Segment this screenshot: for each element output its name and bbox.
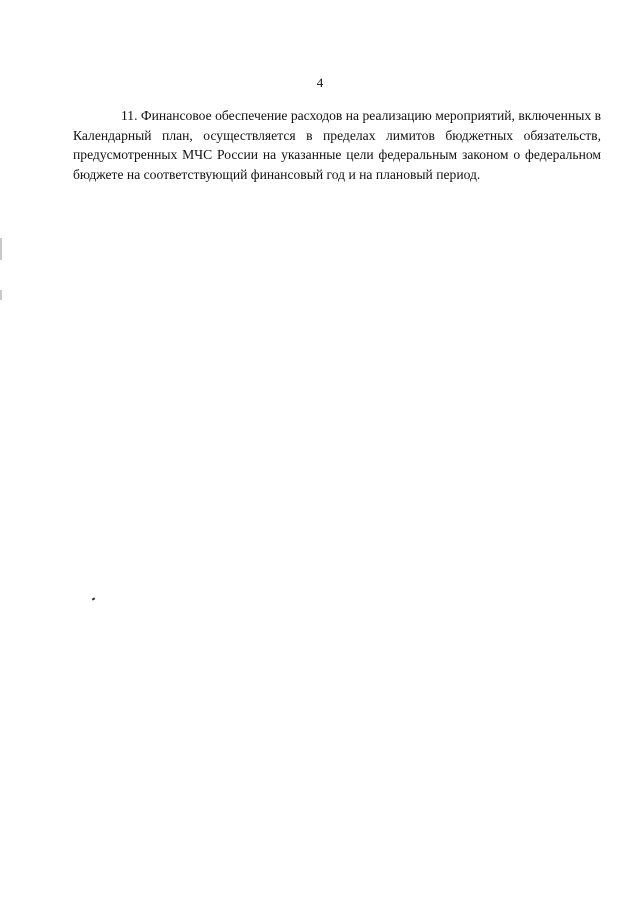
scan-speck bbox=[92, 597, 96, 600]
scan-edge-mark bbox=[0, 290, 2, 300]
page-number: 4 bbox=[316, 75, 324, 90]
scan-edge-mark bbox=[0, 238, 2, 260]
paragraph-11: 11. Финансовое обеспечение расходов на реализацию мероприятий, включенных в Календарный план, осуществляется в пределах лимитов бюджетных обязательств, предусмотренных МЧС России на указанные цели федеральным законом о федеральном бюджете на соответствующий финансовый год и на плановый период. bbox=[73, 108, 601, 182]
